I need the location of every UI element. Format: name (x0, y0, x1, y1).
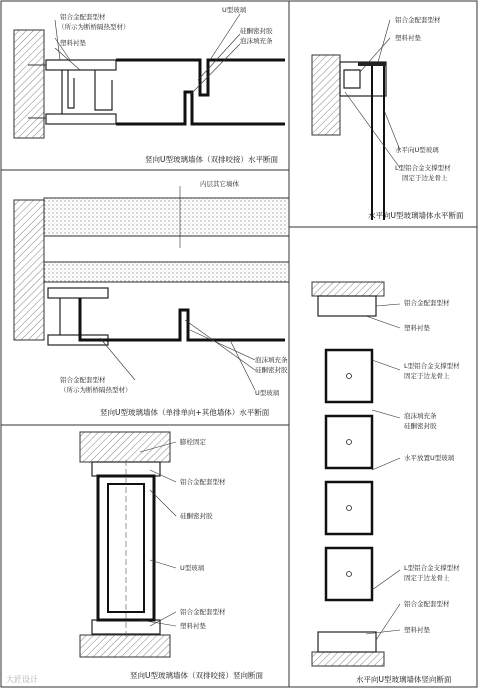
label: 水平向U型玻璃 (395, 146, 439, 154)
label: 铝合金配套型材 (60, 13, 106, 21)
u-glass (116, 60, 285, 124)
label: 铝合金配套型材 (180, 608, 226, 616)
caption: 水平向U型玻璃墙体水平断面 (368, 211, 464, 220)
wall-hatch (14, 30, 44, 138)
floor-hatch (312, 652, 384, 666)
label: L型铝合金支撑型材 (404, 362, 460, 370)
inner-wall (44, 198, 289, 236)
aluminum-profile (46, 60, 116, 124)
aluminum-profile (48, 288, 108, 345)
label: 硅酮密封胶 (240, 27, 273, 35)
label: 固定于边龙骨上 (402, 174, 448, 182)
floor-hatch (80, 635, 170, 657)
label: 塑料衬垫 (404, 324, 430, 332)
inner-wall (44, 262, 289, 282)
panel-vertical-double-vertical-section (80, 432, 263, 680)
label: U型玻璃 (255, 389, 280, 397)
label: 水平放置U型玻璃 (404, 454, 455, 462)
caption: 竖向U型玻璃墙体（单排单向+其他墙体）水平断面 (100, 408, 270, 417)
label: L型铝合金支撑型材 (395, 164, 451, 172)
label: 硅酮密封胶 (255, 366, 288, 374)
label: 固定于边龙骨上 (404, 574, 450, 582)
panel-vertical-single-plus-wall-section (14, 179, 289, 417)
u-glass (108, 484, 144, 612)
u-glass-edge (358, 62, 386, 66)
label: 硅酮密封胶 (404, 422, 437, 430)
leader-lines (140, 442, 176, 626)
caption: 竖向U型玻璃墙体（双排咬接）竖向断面 (130, 671, 263, 680)
label: 硅酮密封胶 (180, 512, 213, 520)
label: 铝合金配套型材 (395, 16, 441, 24)
label: 塑料衬垫 (404, 626, 430, 634)
label: 铝合金配套型材 (404, 600, 450, 608)
u-glass (80, 298, 285, 340)
label: 铝合金配套型材 (60, 376, 106, 384)
u-glass-stack (326, 350, 372, 600)
support-points (347, 374, 352, 577)
ceiling-hatch (80, 432, 170, 462)
label: U型玻璃 (180, 564, 205, 572)
label: 铝合金配套型材 (180, 478, 226, 486)
caption: 竖向U型玻璃墙体（双排咬接）水平断面 (145, 155, 278, 164)
label: 塑料衬垫 (60, 39, 86, 47)
panel-horizontal-glass-horizontal-section (312, 15, 464, 220)
label: 固定于边龙骨上 (404, 372, 450, 380)
label: （所示为断桥隔热型材） (58, 23, 130, 31)
label: 膨栓固定 (180, 438, 206, 446)
label: （所示为断桥隔热型材） (60, 386, 132, 394)
caption: 水平向U型玻璃墙体竖向断面 (356, 675, 452, 684)
panel-horizontal-glass-vertical-section (312, 282, 460, 684)
label: 内层其它墙体 (200, 180, 239, 188)
label: 泡沫填充条 (404, 412, 437, 420)
label: 塑料衬垫 (180, 622, 206, 630)
label: L型铝合金支撑型材 (404, 564, 460, 572)
wall-hatch (312, 55, 340, 135)
label: U型玻璃 (222, 6, 247, 14)
watermark: 大匠设计 (6, 675, 38, 684)
aluminum-profile (340, 62, 386, 96)
label: 泡沫填充条 (240, 37, 273, 45)
label: 铝合金配套型材 (404, 299, 450, 307)
outer-frame (1, 1, 477, 687)
wall-hatch (14, 200, 44, 340)
label: 泡沫填充条 (255, 356, 288, 364)
ceiling-hatch (312, 282, 384, 296)
panel-vertical-double-horizontal-section (14, 5, 285, 164)
label: 塑料衬垫 (395, 34, 421, 42)
